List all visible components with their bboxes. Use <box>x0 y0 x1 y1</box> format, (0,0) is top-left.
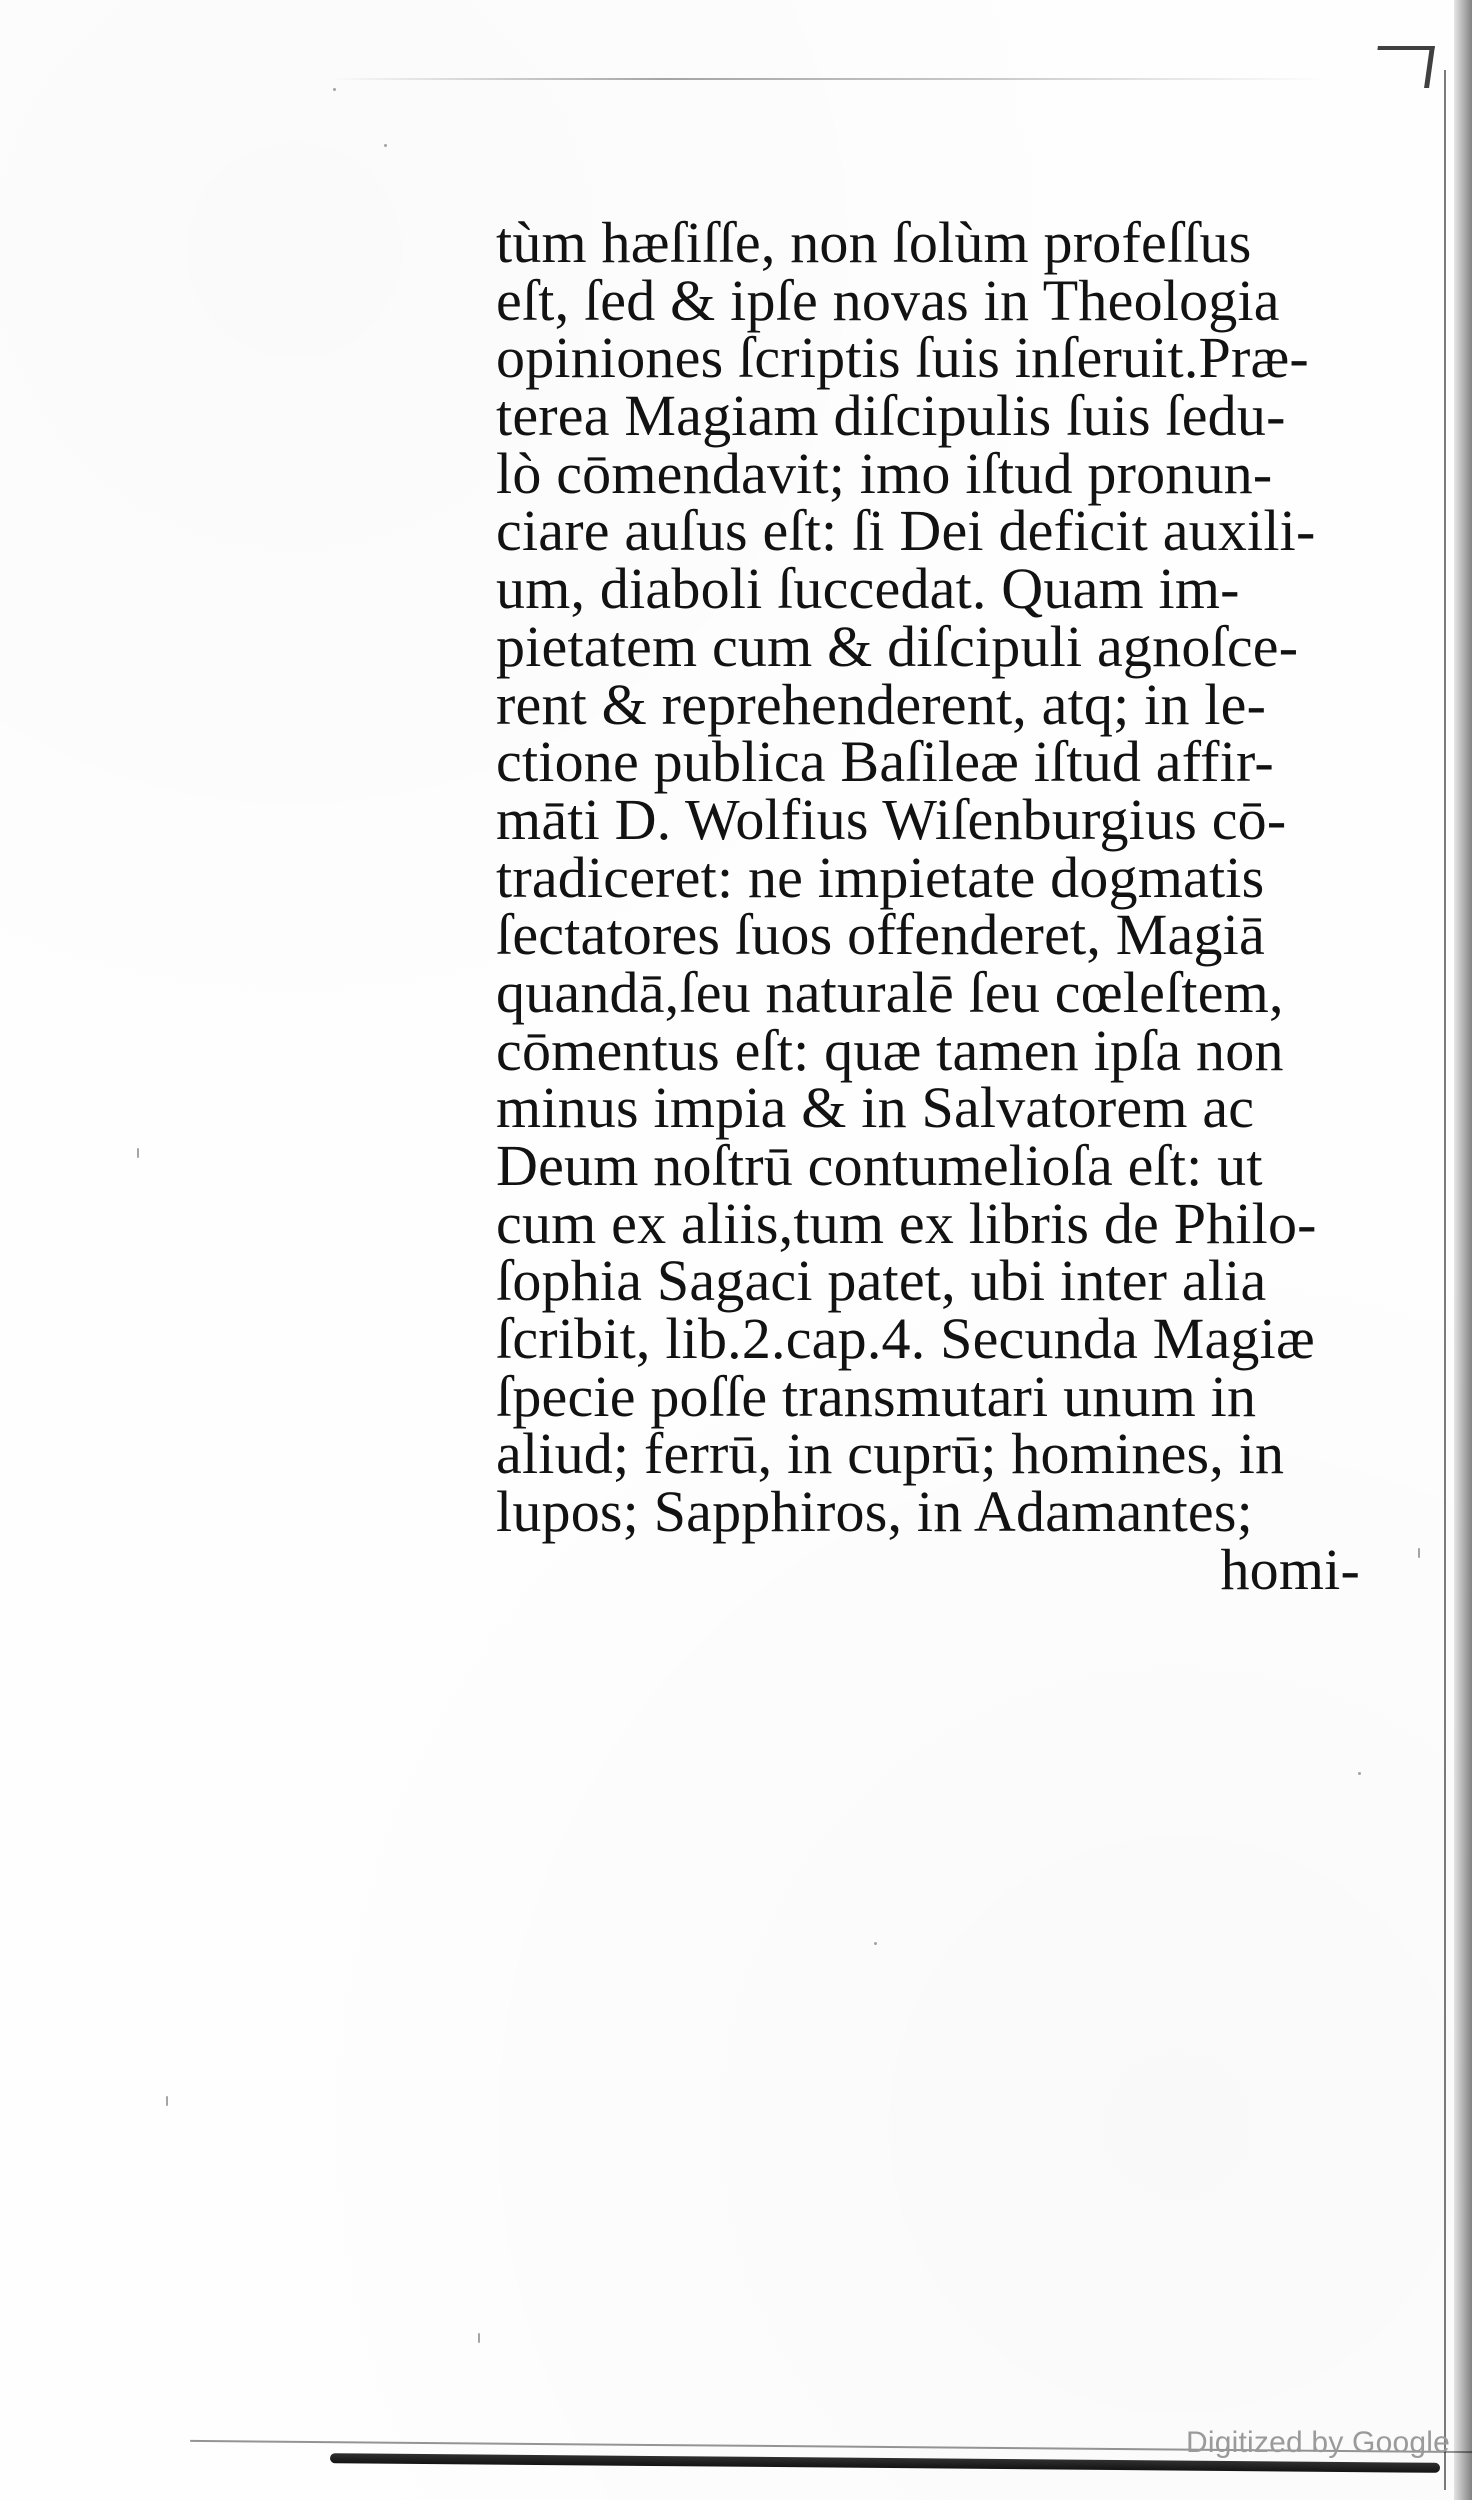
digitized-by-watermark: Digitized by Google <box>1186 2426 1450 2459</box>
scan-speck <box>137 1148 139 1158</box>
scan-speck <box>166 2096 168 2106</box>
right-page-edge <box>1454 0 1472 2500</box>
text-line-1: tùm hæſiſſe, non ſolùm profeſſus <box>496 210 1252 275</box>
text-line-9: rent & reprehenderent, atq; in le- <box>496 671 1267 737</box>
text-line-14: quandā,ſeu naturalē ſeu cœleſtem, <box>496 959 1284 1025</box>
text-line-20: ſcribit, lib.2.cap.4. Secunda Magiæ <box>496 1306 1315 1372</box>
scan-speck <box>333 88 336 91</box>
text-line-8: pietatem cum & diſcipuli agnoſce- <box>496 613 1299 679</box>
text-line-21: ſpecie poſſe transmutari unum in <box>496 1363 1257 1429</box>
text-line-12: tradiceret: ne impietate dogmatis <box>496 844 1265 910</box>
text-line-2: eſt, ſed & ipſe novas in Theologia <box>496 267 1280 333</box>
text-line-10: ctione publica Baſileæ iſtud affir- <box>496 729 1274 795</box>
text-line-3: opiniones ſcriptis ſuis inſeruit.Præ- <box>496 325 1309 391</box>
page-text <box>496 210 1396 1602</box>
text-line-17: Deum noſtrū contumelioſa eſt: ut <box>496 1133 1263 1198</box>
text-line-6: ciare auſus eſt: ſi Dei deficit auxili- <box>496 498 1316 564</box>
catchword: homi- <box>1220 1536 1360 1602</box>
text-line-19: ſophia Sagaci patet, ubi inter alia <box>496 1248 1267 1314</box>
text-line-15: cōmentus eſt: quæ tamen ipſa non <box>496 1017 1284 1083</box>
top-rule-line <box>330 78 1330 80</box>
scan-speck <box>384 144 387 147</box>
text-line-5: lò cōmendavit; imo iſtud pronun- <box>496 440 1273 506</box>
text-line-23: lupos; Sapphiros, in Adamantes; <box>496 1479 1253 1545</box>
text-line-18: cum ex aliis,tum ex libris de Philo- <box>496 1190 1317 1256</box>
text-line-11: māti D. Wolfius Wiſenburgius cō- <box>496 786 1287 852</box>
scan-speck <box>874 1942 877 1945</box>
text-line-7: um, diaboli ſuccedat. Quam im- <box>496 556 1240 622</box>
text-line-22: aliud; ferrū, in cuprū; homines, in <box>496 1421 1285 1487</box>
text-line-4: terea Magiam diſcipulis ſuis ſedu- <box>496 383 1286 449</box>
scan-speck <box>1358 1772 1361 1775</box>
right-margin-line <box>1444 70 1446 2490</box>
text-line-13: ſectatores ſuos offenderet, Magiā <box>496 902 1265 968</box>
scan-speck <box>1418 1548 1420 1558</box>
text-line-16: minus impia & in Salvatorem ac <box>496 1075 1255 1141</box>
top-corner-mark <box>1372 46 1435 88</box>
scan-speck <box>478 2333 480 2343</box>
